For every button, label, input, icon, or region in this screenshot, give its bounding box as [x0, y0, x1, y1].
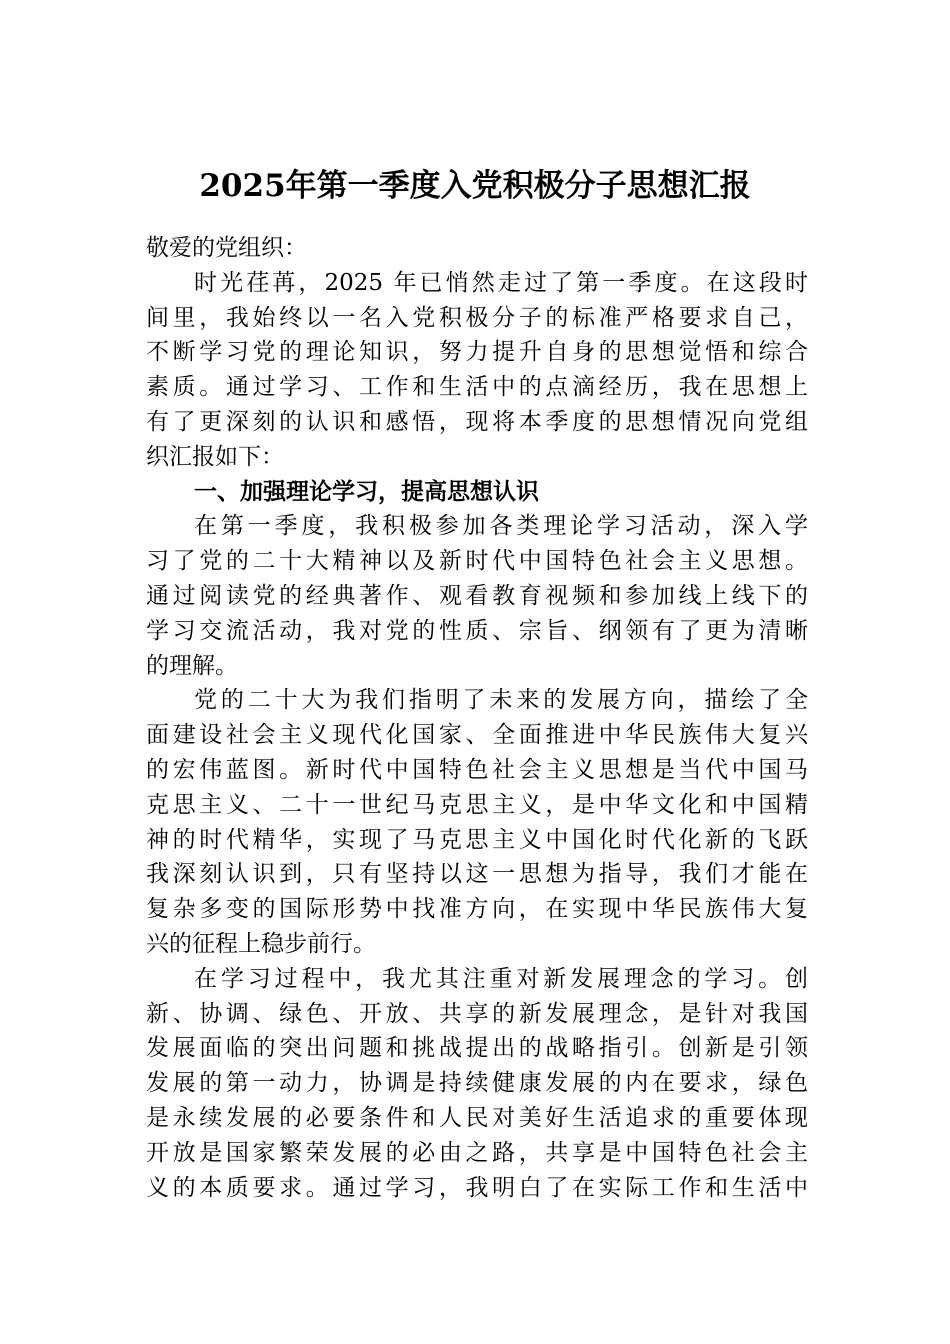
paragraph-line: 在第一季度，我积极参加各类理论学习活动，深入学: [194, 513, 808, 540]
section-heading: 一、加强理论学习，提高思想认识: [194, 478, 539, 505]
paragraph-line: 在学习过程中，我尤其注重对新发展理念的学习。创: [194, 965, 808, 992]
paragraph-line: 的宏伟蓝图。新时代中国特色社会主义思想是当代中国马: [146, 756, 808, 783]
paragraph-line: 间里，我始终以一名入党积极分子的标准严格要求自己，: [146, 304, 808, 331]
paragraph-line: 是永续发展的必要条件和人民对美好生活追求的重要体现: [146, 1104, 808, 1131]
paragraph-line: 新、协调、绿色、开放、共享的新发展理念，是针对我国: [146, 1000, 808, 1027]
document-body: [146, 231, 808, 1205]
paragraph-line: 织汇报如下：: [146, 443, 284, 470]
paragraph-line: 学习交流活动，我对党的性质、宗旨、纲领有了更为清晰: [146, 617, 808, 644]
paragraph-line: 克思主义、二十一世纪马克思主义，是中华文化和中国精: [146, 791, 808, 818]
paragraph-line: 党的二十大为我们指明了未来的发展方向，描绘了全: [194, 687, 808, 714]
paragraph-line: 有了更深刻的认识和感悟，现将本季度的思想情况向党组: [146, 408, 808, 435]
paragraph-line: 素质。通过学习、工作和生活中的点滴经历，我在思想上: [146, 374, 808, 401]
document-title: 2025年第一季度入党积极分子思想汇报: [199, 168, 751, 204]
paragraph-line: 的理解。: [146, 652, 238, 679]
paragraph-line: 神的时代精华，实现了马克思主义中国化时代化新的飞跃: [146, 826, 808, 853]
paragraph-line: 发展面临的突出问题和挑战提出的战略指引。创新是引领: [146, 1035, 808, 1062]
paragraph-line: 面建设社会主义现代化国家、全面推进中华民族伟大复兴: [146, 722, 808, 749]
paragraph-line: 复杂多变的国际形势中找准方向，在实现中华民族伟大复: [146, 896, 808, 923]
paragraph-line: 我深刻认识到，只有坚持以这一思想为指导，我们才能在: [146, 861, 808, 888]
salutation: 敬爱的党组织：: [146, 235, 307, 261]
paragraph-line: 兴的征程上稳步前行。: [146, 930, 376, 957]
paragraph-line: 开放是国家繁荣发展的必由之路，共享是中国特色社会主: [146, 1139, 808, 1166]
paragraph-line: 习了党的二十大精神以及新时代中国特色社会主义思想。: [146, 548, 808, 575]
paragraph-line: 发展的第一动力，协调是持续健康发展的内在要求，绿色: [146, 1070, 808, 1097]
paragraph-line: 义的本质要求。通过学习，我明白了在实际工作和生活中: [146, 1174, 808, 1201]
paragraph-line: 通过阅读党的经典著作、观看教育视频和参加线上线下的: [146, 582, 808, 609]
paragraph-line: 时光荏苒，2025 年已悄然走过了第一季度。在这段时: [194, 269, 808, 296]
paragraph-line: 不断学习党的理论知识，努力提升自身的思想觉悟和综合: [146, 339, 808, 366]
